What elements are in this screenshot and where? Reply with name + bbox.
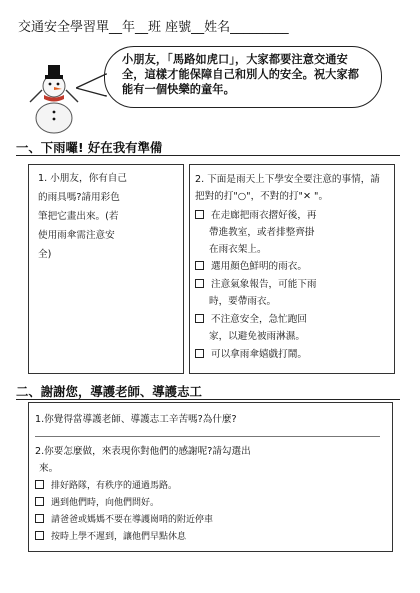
text-line: 的雨具嗎?請用彩色 <box>38 192 120 203</box>
section2-heading: 二、謝謝您，導護老師、導護志工 <box>16 384 202 399</box>
option-item: 請爸爸或媽媽不要在導護崗哨的附近停車 <box>35 512 213 525</box>
checklist-item: 選用顏色鮮明的雨衣。 <box>195 258 307 272</box>
checklist-item: 在走廊把雨衣摺好後，再 <box>195 207 317 221</box>
speech-bubble-text <box>122 52 372 97</box>
question-2-continued: 來。 <box>39 463 59 474</box>
checkbox[interactable] <box>195 261 204 270</box>
rainy-day-checklist-box <box>189 164 395 374</box>
checklist-item-continued: 家，以避免被雨淋濕。 <box>209 331 305 342</box>
bubble-line: 全，這樣才能保障自己和別人的安全。祝大家都 <box>122 68 360 81</box>
checkbox[interactable] <box>195 210 204 219</box>
answer-line[interactable] <box>35 436 380 437</box>
bubble-line: 小朋友，「馬路如虎口」，大家都要注意交通安 <box>122 53 348 66</box>
snowman-eye-right <box>57 83 60 86</box>
option-item: 按時上學不遲到，讓他們早點休息 <box>35 529 186 542</box>
thanks-box <box>28 402 393 552</box>
checkbox[interactable] <box>195 314 204 323</box>
question-1: 1.你覺得當導護老師、導護志工辛苦嗎?為什麼? <box>35 414 237 425</box>
option-item: 排好路隊，有秩序的通過馬路。 <box>35 478 177 491</box>
snowman-left-arm <box>30 90 42 102</box>
checkbox[interactable] <box>195 349 204 358</box>
bubble-line: 能有一個快樂的童年。 <box>122 83 235 96</box>
snowman-illustration <box>26 62 82 134</box>
checklist-item-continued: 帶進教室，或者排整齊掛 <box>209 227 315 238</box>
checklist-item-continued: 時，要帶雨衣。 <box>209 296 277 307</box>
snowman-hat-top <box>48 65 60 76</box>
checklist-item: 可以拿雨傘嬉戲打鬧。 <box>195 346 307 360</box>
snowman-eye-left <box>49 83 52 86</box>
checklist-item-continued: 在雨衣架上。 <box>209 244 267 255</box>
section2-divider <box>16 399 400 400</box>
checkbox[interactable] <box>35 514 44 523</box>
text-line: 筆把它畫出來。(若 <box>38 211 119 222</box>
text-line: 1. 小朋友，你有自己 <box>38 173 127 184</box>
option-item: 遇到他們時，向他們問好。 <box>35 495 159 508</box>
checkbox[interactable] <box>35 497 44 506</box>
checkbox[interactable] <box>195 279 204 288</box>
text-line: 使用雨傘需注意安 <box>38 230 115 241</box>
checkbox[interactable] <box>35 480 44 489</box>
drawing-box-text <box>38 169 127 264</box>
drawing-box[interactable] <box>28 164 184 374</box>
text-line: 全) <box>38 249 52 260</box>
instruction-line: 2. 下面是雨天上下學安全要注意的事情，請 <box>195 174 380 185</box>
checkbox[interactable] <box>35 531 44 540</box>
section1-heading: 一、下雨囉! 好在我有準備 <box>16 140 163 155</box>
question-2: 2.你要怎麼做，來表現你對他們的感謝呢?請勾選出 <box>35 446 251 457</box>
checklist-item: 不注意安全，急忙跑回 <box>195 311 307 325</box>
checklist-item: 注意氣象報告，可能下雨 <box>195 276 317 290</box>
section1-divider <box>16 155 400 156</box>
worksheet-title: 交通安全學習單__年__班 座號__姓名_________ <box>18 20 289 35</box>
instruction-line: 把對的打"○"，不對的打"✕ "。 <box>195 191 329 202</box>
